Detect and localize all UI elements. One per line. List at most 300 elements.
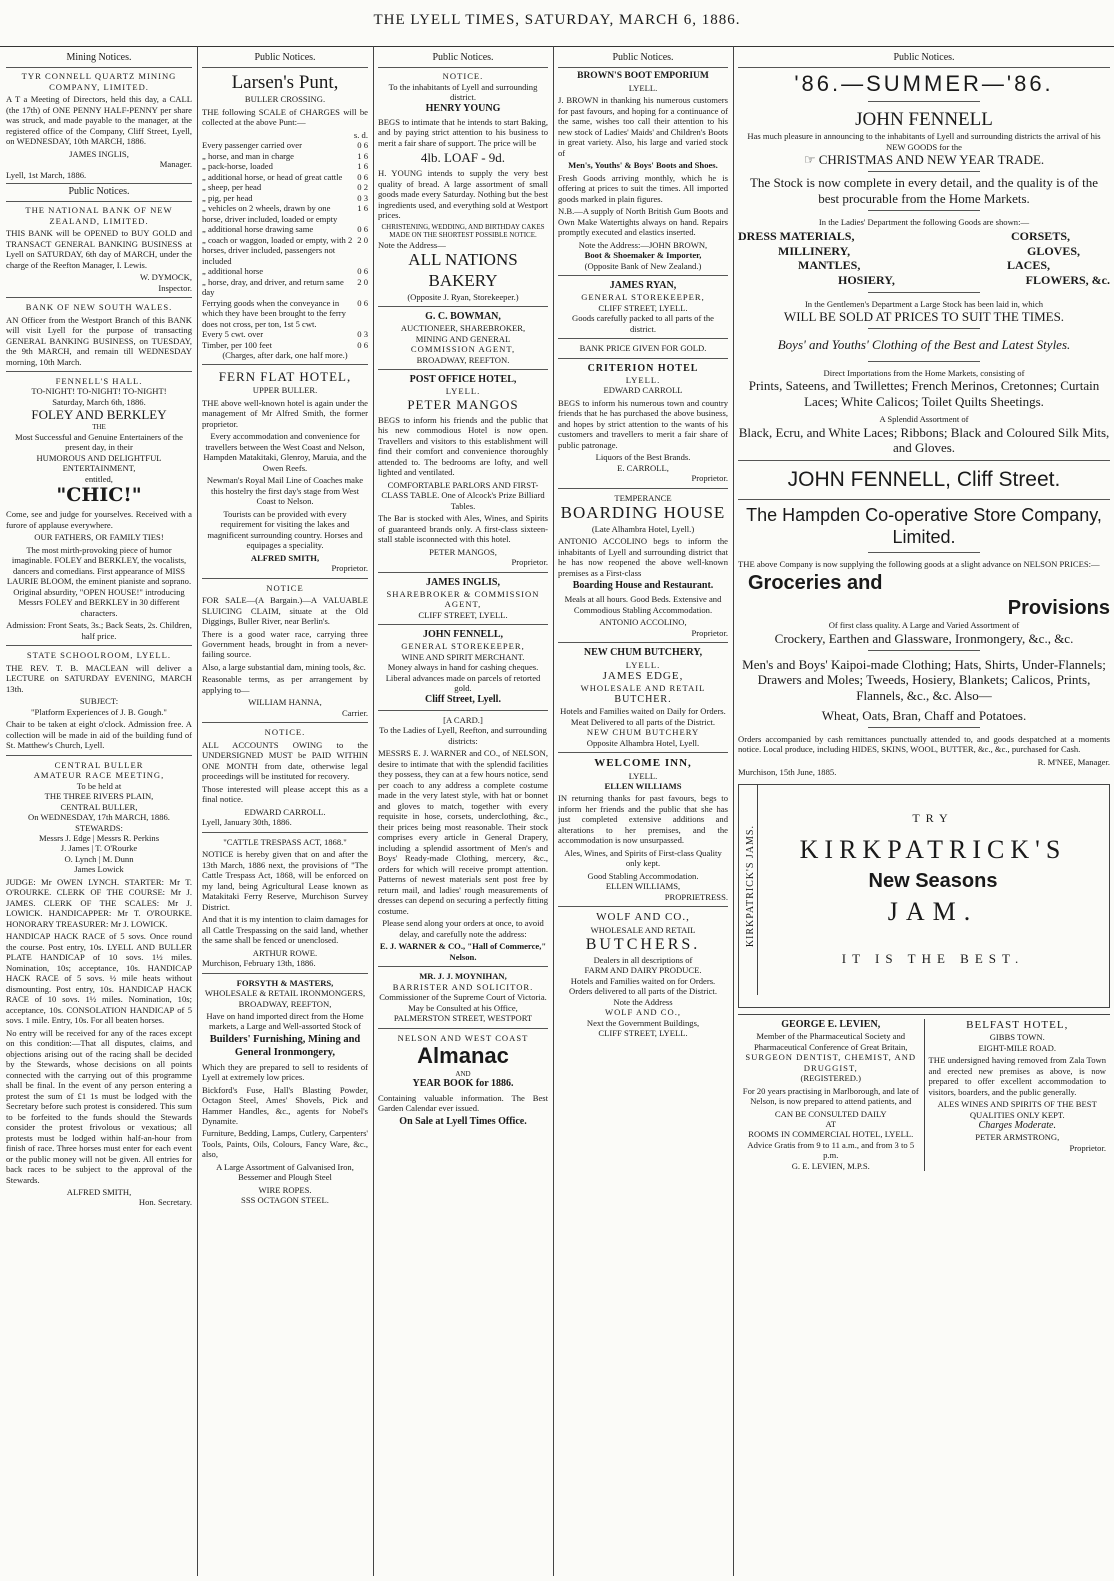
ad-body: Those interested will please accept this as a final notice.: [202, 783, 368, 805]
ad-heading: ALL NATIONS BAKERY: [408, 250, 518, 290]
ad-heading: Provisions: [1007, 596, 1110, 619]
ad-body: The most mirth-provoking piece of humor imaginable. FOLEY and BERKLEY, the vocalists, dancers and comedians. First appearance of MISS LAURIE BLOOM, the eminent pianiste and soprano. Original absurdity, "OPEN HOUSE!" introducing Messrs FOLEY and BERKLEY in 30 different characters.: [6, 544, 192, 618]
ad-line: LYELL.: [625, 374, 661, 385]
ad-body: Ales, Wines, and Spirits of First-class Quality only kept.: [564, 847, 722, 869]
ad-line: TO-NIGHT! TO-NIGHT! TO-NIGHT!: [31, 386, 167, 397]
ad-signature: PETER ARMSTRONG,: [975, 1132, 1060, 1143]
ad-signature: EDWARD CARROLL.: [244, 806, 326, 817]
ad-line: GIBBS TOWN.: [989, 1032, 1045, 1043]
ad-line: SHAREBROKER & COMMISSION AGENT,: [386, 588, 540, 610]
ad-heading: WELCOME INN,: [594, 757, 692, 770]
ad-line: Note the Address: [613, 996, 673, 1007]
ad-heading: KIRKPATRICK'S: [799, 834, 1067, 864]
ad-heading: Black, Ecru, and White Laces; Ribbons; Black and Coloured Silk Mits, and Gloves.: [738, 424, 1110, 456]
ad-line: AT: [825, 1118, 836, 1129]
divider: [558, 275, 728, 276]
ad-heading: FERN FLAT HOTEL,: [218, 369, 352, 385]
ad-heading: Boot & Shoemaker & Importer,: [584, 250, 702, 261]
column-divider: [553, 46, 554, 1576]
divider: [868, 361, 980, 362]
ad-line: BROADWAY, REEFTON.: [416, 354, 510, 365]
ad-title: "CATTLE TRESPASS ACT, 1868.": [223, 836, 347, 847]
ad-line: Advice Gratis from 9 to 11 a.m., and from 3 to 5 p.m.: [747, 1139, 915, 1161]
ad-body: ANTONIO ACCOLINO begs to inform the inhabitants of Lyell and surrounding district that he has now reopened the above well-known premises as a First-class: [558, 536, 728, 578]
ad-body: And that it is my intention to claim damages for all Cattle Trespassing on the said land, whether the same shall be fenced or unenclosed.: [202, 914, 368, 946]
price-row: [202, 193, 368, 203]
ad-line: CLIFF STREET, LYELL.: [418, 609, 508, 620]
column-4: [558, 50, 728, 1576]
price-value: 2 0: [357, 234, 368, 245]
price-unit: s. d.: [353, 129, 368, 140]
ad-heading: JAM.: [887, 896, 979, 926]
ad-line: EIGHT-MILE ROAD.: [978, 1042, 1056, 1053]
divider: [6, 297, 192, 298]
ad-heading: POST OFFICE HOTEL,: [409, 374, 517, 386]
ad-body: For 20 years practising in Marlborough, and late of Nelson, is now prepared to attend patients, and: [742, 1085, 919, 1107]
ad-line: entitled,: [85, 473, 113, 484]
ad-line: Commissioner of the Supreme Court of Victoria.: [379, 992, 547, 1003]
ad-heading: NEW CHUM BUTCHERY,: [583, 647, 703, 659]
divider: [378, 1028, 548, 1029]
ad-body: THE above Company is now supplying the following goods at a slight advance on NELSON PRICES:—: [738, 558, 1100, 569]
ad-line: [A CARD.]: [443, 714, 483, 725]
column-1: [6, 50, 192, 1576]
ad-heading: Cliff Street, Lyell.: [425, 693, 501, 705]
ad-date: Lyell, 1st March, 1886.: [6, 169, 87, 180]
price-row: [202, 298, 368, 329]
divider: [558, 338, 728, 339]
column-divider: [197, 46, 198, 1576]
ad-line: Dealers in all descriptions of: [593, 954, 693, 965]
price-value: 0 6: [357, 339, 368, 350]
ad-line: FARM AND DAIRY PRODUCE.: [584, 965, 702, 976]
ad-line: Of first class quality. A Large and Varied Assortment of: [828, 620, 1020, 631]
ad-line: AMATEUR RACE MEETING,: [33, 770, 165, 781]
ad-line: GENERAL STOREKEEPER,: [581, 292, 705, 303]
ad-line: Member of the Pharmaceutical Society and Pharmaceutical Conference of Great Britain,: [754, 1031, 908, 1052]
ad-heading: G. C. BOWMAN,: [425, 311, 501, 323]
ad-line: MINING AND GENERAL: [415, 333, 511, 344]
ad-body: Meals at all hours. Good Beds. Extensive and Commodious Stabling Accommodation.: [564, 594, 722, 615]
divider: [868, 171, 980, 172]
goods-item: MANTLES,: [798, 258, 861, 273]
ad-heading: BROWN'S BOOT EMPORIUM: [577, 71, 709, 82]
goods-item: MILLINERY,: [778, 243, 851, 258]
column-2: [202, 50, 368, 1576]
ad-heading: Men's, Youths' & Boys' Boots and Shoes.: [568, 160, 718, 171]
section-header: Public Notices.: [378, 50, 548, 68]
ad-body: J. BROWN in thanking his numerous customers for past favours, and hoping for a continuance of the same, wishes too call their attention to his new stock of Ladies' Maids' and Children's Boots in great variety. Also, his large and varied stock of: [558, 95, 728, 158]
goods-item: GLOVES,: [1026, 243, 1080, 258]
price-item: „ vehicles on 2 wheels, drawn by one horse, driver included, loaded or empty: [202, 203, 338, 224]
divider: [558, 358, 728, 359]
price-row: [202, 329, 368, 339]
divider: [6, 755, 192, 756]
ad-heading: JOHN FENNELL: [855, 109, 993, 131]
goods-item: HOSIERY,: [838, 273, 895, 288]
ad-line: To the inhabitants of Lyell and surrounding district.: [388, 81, 538, 103]
ad-body: A T a Meeting of Directors, held this day, a CALL (the 17th) of ONE PENNY HALF-PENNY per share was struck, and made payable to the manager, at the registered office of the Company, Cliff Street, Lyell, on WEDNESDAY, 10th MARCH, 1886.: [6, 94, 192, 147]
ad-body: Also, a large substantial dam, mining tools, &c.: [202, 661, 366, 672]
ad-role: Inspector.: [158, 282, 192, 293]
ad-heading: JOHN FENNELL,: [422, 629, 503, 641]
ad-heading: ☞ CHRISTMAS AND NEW YEAR TRADE.: [803, 152, 1045, 168]
ad-title: FENNELL'S HALL.: [55, 376, 143, 386]
ad-line: Direct Importations from the Home Markets, consisting of: [823, 367, 1025, 378]
ad-heading: Builders' Furnishing, Mining and General Ironmongery,: [209, 1033, 361, 1058]
ad-line: (Late Alhambra Hotel, Lyell.): [591, 523, 695, 534]
price-item: „ horse, dray, and driver, and return same day: [202, 276, 344, 298]
ad-line: In the Ladies' Department the following Goods are shown:—: [818, 216, 1030, 227]
ad-body: Admission: Front Seats, 3s.; Back Seats, 2s. Children, half price.: [6, 620, 192, 641]
ad-line: NELSON AND WEST COAST: [397, 1032, 529, 1043]
ad-line: LYELL.: [628, 770, 658, 781]
price-row: [202, 203, 368, 224]
ad-heading: FOLEY AND BERKLEY: [31, 407, 167, 423]
ad-heading: New Seasons: [868, 870, 998, 893]
side-label: KIRKPATRICK'S JAMS.: [744, 824, 756, 948]
ad-body: H. YOUNG intends to supply the very best quality of bread. A large assortment of small goods made every Saturday. Nothing but the best ingredients used, and everything sold at Westport prices.: [378, 168, 548, 221]
divider: [558, 642, 728, 643]
ad-date: Lyell, January 30th, 1886.: [202, 817, 292, 828]
ad-signature: ELLEN WILLIAMS,: [605, 881, 681, 892]
price-row: [202, 266, 368, 276]
ad-body: Chair to be taken at eight o'clock. Admission free. A collection will be made in aid of the building fund of St. Matthew's Church, Lyell.: [6, 719, 192, 751]
ad-line: STEWARDS:: [75, 822, 123, 833]
ad-body: No entry will be received for any of the races except on this condition:—That all disputes, claims, and objections arising out of the racing shall be decided by the Stewards, whose decisions on all points connected with the carrying out of this programme shall be final. In the event of any person entering a protest the sum of £1 1s must be lodged with the Secretary before such protest is considered. This sum to be forfeited to the funds should the Stewards consider the protest frivolous or vexatious; all protests must be lodged within half-an-hour from finish of race. Three horses must enter for each event or the public money will not be given. All entries for back races to be subject to the approval of the Stewards.: [6, 1027, 192, 1185]
ad-line: Liberal advances made on parcels of retorted gold.: [385, 672, 541, 694]
ad-line: AUCTIONEER, SHAREBROKER,: [400, 323, 526, 334]
ad-heading: JAMES INGLIS,: [426, 576, 500, 588]
ad-line: Hotels and Families waited on Daily for Orders.: [560, 706, 726, 717]
ad-line: GENERAL STOREKEEPER,: [401, 641, 525, 652]
ad-line: J. James | T. O'Rourke: [60, 843, 138, 854]
ad-body: THE following SCALE of CHARGES will be collected at the above Punt:—: [202, 106, 368, 128]
ad-line: CENTRAL BULLER,: [60, 801, 138, 812]
ad-heading: 4lb. LOAF - 9d.: [420, 150, 506, 166]
ad-line: NEW CHUM BUTCHERY: [586, 727, 700, 738]
ad-heading: Groceries and: [748, 572, 883, 595]
price-value: 0 6: [357, 224, 368, 235]
divider: [202, 722, 368, 723]
ad-role: Hon. Secretary.: [138, 1197, 192, 1208]
ad-body: Please send along your orders at once, to avoid delay, and carefully note the address:: [382, 918, 544, 939]
price-row: [202, 277, 368, 298]
column-3: [378, 50, 548, 1576]
ad-body: Fresh Goods arriving monthly, which he is offering at prices to suit the times. All imported goods marked in plain figures.: [558, 172, 728, 204]
section-header: Mining Notices.: [6, 50, 192, 68]
ad-signature: ANTONIO ACCOLINO,: [599, 617, 687, 628]
ad-line: In the Gentlemen's Department a Large Stock has been laid in, which: [804, 298, 1044, 309]
ad-body: Have on hand imported direct from the Home markets, a Large and Well-assorted Stock of: [206, 1011, 364, 1032]
ad-date: Murchison, February 13th, 1886.: [202, 958, 316, 969]
ad-title: NOTICE: [266, 582, 304, 593]
ad-body: COMFORTABLE PARLORS AND FIRST-CLASS TABLE. One of Alcock's Prize Billiard Tables.: [381, 479, 545, 511]
price-row: [202, 340, 368, 350]
ad-role: Proprietor.: [691, 627, 728, 638]
ad-line: James Lowick: [74, 864, 124, 875]
ad-role: Manager.: [159, 159, 192, 170]
ad-line: Good Stabling Accommodation.: [587, 870, 699, 881]
ad-line: TEMPERANCE: [614, 492, 672, 503]
ad-body: Every accommodation and convenience for travellers between the West Coast and Nelson, Hampden Matakitaki, Glenroy, Maruia, and the Owen Reefs.: [203, 431, 367, 473]
ad-body: THE REV. T. B. MACLEAN will deliver a LECTURE on SATURDAY EVENING, MARCH 13th.: [6, 662, 192, 694]
ad-body: BEGS to inform his friends and the public that his new commodious Hotel is now open. Travellers and visitors to this establishment will find their comfort and convenience thoroughly attended to. The bedrooms are lofty, and well lighted and ventilated.: [378, 414, 548, 478]
price-item: „ sheep, per head: [202, 182, 262, 193]
masthead: THE LYELL TIMES, SATURDAY, MARCH 6, 1886.: [373, 12, 741, 28]
price-row: [202, 235, 368, 266]
divider: [378, 966, 548, 967]
ad-line: Opposite Alhambra Hotel, Lyell.: [586, 737, 700, 748]
ad-line: OUR FATHERS, OR FAMILY TIES!: [34, 532, 164, 543]
ad-body: The Bar is stocked with Ales, Wines, and Spirits of guaranteed brands only. A first-class sixteen-stall stable isconnected with this hotel.: [378, 513, 548, 545]
price-row: [202, 140, 368, 150]
ad-line: Money always in hand for cashing cheques.: [387, 662, 539, 673]
divider: [378, 624, 548, 625]
ad-body: IN returning thanks for past favours, begs to inform her friends and the public that she has just completed extensive additions and alterations to her premises, and the accommodation is now unsurpassed.: [558, 793, 728, 846]
ad-line: WIRE ROPES.: [258, 1184, 312, 1195]
ad-line: (Opposite Bank of New Zealand.): [584, 260, 702, 271]
ad-line: Orders delivered to all parts of the District.: [569, 986, 717, 997]
ad-body: Reasonable terms, as per arrangement by applying to—: [202, 674, 368, 695]
ad-heading: YEAR BOOK for 1886.: [412, 1078, 514, 1090]
price-item: Timber, per 100 feet: [202, 339, 272, 350]
ad-heading: Wheat, Oats, Bran, Chaff and Potatoes.: [821, 708, 1027, 724]
price-value: 1 6: [357, 203, 368, 214]
ad-heading: Boarding House and Restaurant.: [572, 580, 714, 592]
top-rule: [0, 46, 1114, 47]
ad-line: CHRISTENING, WEDDING, AND BIRTHDAY CAKES MADE ON THE SHORTEST POSSIBLE NOTICE.: [381, 222, 545, 240]
ad-line: O. Lynch | M. Dunn: [64, 853, 134, 864]
divider: [202, 578, 368, 579]
ad-line: To be held at: [76, 780, 122, 791]
divider: [868, 727, 980, 728]
price-item: „ pig, per head: [202, 192, 253, 203]
ad-signature: E. CARROLL,: [617, 462, 669, 473]
price-value: 0 6: [357, 297, 368, 308]
ad-line: A Splendid Assortment of: [879, 414, 969, 425]
goods-item: DRESS MATERIALS,: [738, 229, 855, 244]
ad-heading: The Hampden Co-operative Store Company, Limited.: [746, 504, 1102, 548]
price-item: „ additional horse: [202, 266, 264, 277]
ad-body: HANDICAP HACK RACE of 5 sovs. Once round the course. Post entry, 10s. LYELL AND BULLER PLATE HANDICAP of 10 sovs. 1½ miles. Nomination, 10s; acceptance, 10s. HANDICAP HACK RACE of 5 sovs. ½ mile heats without dismounting. Post entry, 10s. HANDICAP HACK RACE of 10 sovs. 1½ miles. Nomination, 10s; acceptance, 10s. CONSOLATION HANDICAP of 5 sovs. 1 mile. Entry, 10s. For all beaten horses.: [6, 931, 192, 1026]
ad-line: PALMERSTON STREET, WESTPORT: [393, 1013, 533, 1024]
divider: [868, 210, 980, 211]
ad-title: CENTRAL BULLER: [54, 759, 144, 770]
ad-role: Proprietor.: [1069, 1142, 1106, 1153]
ad-line: COMMISSION AGENT,: [410, 344, 516, 355]
ad-line: BARRISTER AND SOLICITOR.: [392, 981, 534, 992]
ad-signature: ALFRED SMITH,: [66, 1186, 132, 1197]
price-item: „ pack-horse, loaded: [202, 161, 273, 172]
divider: [378, 710, 548, 711]
ad-signature: W. DYMOCK,: [140, 272, 192, 283]
ad-line: WINE AND SPIRIT MERCHANT.: [401, 651, 525, 662]
ad-body: Containing valuable information. The Best Garden Calendar ever issued.: [378, 1092, 548, 1114]
ad-role: Proprietor.: [331, 563, 368, 574]
ad-line: IT IS THE BEST.: [841, 951, 1025, 967]
belfast-ad: [925, 1019, 1111, 1171]
divider: [868, 552, 980, 553]
price-item: „ additional horse, or head of great cattle: [202, 171, 343, 182]
ad-role: Proprietor.: [511, 557, 548, 568]
ad-body: ALL ACCOUNTS OWING to the UNDERSIGNED MUST be PAID WITHIN ONE MONTH from date, otherwise legal proceedings will be instituted for recovery.: [202, 739, 368, 782]
ad-body: BEGS to inform his numerous town and country friends that he has purchased the above business, and hopes by strict attention to the wants of his customers and travellers to merit a fair share of public patronage.: [558, 397, 728, 450]
price-value: 0 3: [357, 192, 368, 203]
goods-item: LACES,: [1006, 258, 1050, 273]
ad-signature: R. M'NEE, Manager.: [1037, 756, 1110, 767]
ad-heading: HENRY YOUNG: [425, 102, 501, 114]
price-value: 1 6: [357, 150, 368, 161]
price-value: 0 2: [357, 182, 368, 193]
price-row: [202, 151, 368, 161]
price-value: 0 6: [357, 266, 368, 277]
ad-line: LYELL.: [625, 659, 661, 670]
ad-body: THE undersigned having removed from Zala Town and erected new premises as above, is now prepared to offer excellent accommodation to visitors, boarders, and the public generally.: [928, 1055, 1106, 1097]
price-item: Every passenger carried over: [202, 140, 302, 151]
divider: [6, 371, 192, 372]
ad-heading: MR. J. J. MOYNIHAN,: [419, 971, 507, 982]
section-header: Public Notices.: [202, 50, 368, 68]
ad-body: Bickford's Fuse, Hall's Blasting Powder, Octagon Steel, Ames' Shovels, Pick and Hammer Handles, &c., agents for Nobel's Dynamite.: [202, 1084, 368, 1126]
ad-line: On WEDNESDAY, 17th MARCH, 1886.: [28, 812, 170, 823]
ad-heading: Men's and Boys' Kaipoi-made Clothing; Hats, Shirts, Under-Flannels; Drawers and Moles; Tweeds, Hosiery, Blankets; Calicos, Prints, Flannels, &c., &c. Also—: [742, 656, 1106, 704]
ad-signature: ARTHUR ROWE.: [252, 947, 318, 958]
ad-title: NOTICE.: [442, 71, 484, 82]
price-row: [202, 161, 368, 171]
ad-line: Note the Address—: [378, 239, 446, 250]
price-item: Ferrying goods when the conveyance in which they have been brought to the ferry does not cross, per ton, 1st 5 cwt.: [202, 297, 346, 329]
ad-line: Note the Address:—JOHN BROWN,: [578, 239, 708, 250]
ad-line: BANK PRICE GIVEN FOR GOLD.: [579, 343, 707, 354]
ad-body: Tourists can be provided with every requirement for visiting the lakes and magnificent surrounding country. Horses and equipages a speciality.: [207, 508, 363, 551]
goods-list: [738, 229, 1110, 288]
ad-role: Carrier.: [341, 707, 368, 718]
ad-line: WHOLESALE & RETAIL IRONMONGERS,: [204, 988, 366, 999]
ad-line: Most Successful and Genuine Entertainers of the present day, in their: [14, 431, 183, 453]
ad-heading: ELLEN WILLIAMS: [604, 780, 682, 791]
ad-line: THE: [92, 423, 106, 432]
ad-line: Messrs J. Edge | Messrs R. Perkins: [38, 833, 160, 843]
ad-line: THE THREE RIVERS PLAIN,: [44, 791, 154, 802]
ad-heading: "CHIC!": [56, 484, 142, 507]
ad-line: (REGISTERED.): [800, 1073, 861, 1084]
ad-heading: E. J. WARNER & CO., "Hall of Commerce," Nelson.: [379, 941, 547, 962]
price-value: 0 3: [357, 329, 368, 340]
ad-role: Proprietor.: [691, 473, 728, 484]
ad-body: JUDGE: Mr OWEN LYNCH. STARTER: Mr T. O'ROURKE. CLERK OF THE COURSE: Mr J. JAMES. CLERK OF THE SCALES: Mr J. LOWICK. HANDICAPPER: Mr T. O'ROURKE. HONORARY TREASURER: Mr J. LOWICK.: [6, 876, 192, 929]
ad-line: BULLER CROSSING.: [244, 94, 326, 105]
ad-line: BUTCHER.: [614, 693, 672, 705]
ad-line: Saturday, March 6th, 1886.: [52, 396, 146, 407]
ad-title: NOTICE.: [264, 727, 306, 738]
ad-body: THIS BANK will be OPENED to BUY GOLD and TRANSACT GENERAL BANKING BUSINESS at Lyell on SATURDAY, 6th day of MARCH, under the charge of the Reefton Manager, I. Lewis.: [6, 228, 192, 270]
ad-line: Charges Moderate.: [978, 1120, 1056, 1132]
ad-line: BROADWAY, REEFTON,: [238, 998, 332, 1009]
ad-line: WOLF AND CO.,: [604, 1007, 682, 1018]
price-row: [202, 172, 368, 182]
ad-heading: Crockery, Earthen and Glassware, Ironmongery, &c., &c.: [774, 630, 1074, 646]
ad-line: LYELL.: [628, 82, 658, 93]
ad-role: PROPRIETRESS.: [664, 891, 728, 902]
column-5: [738, 50, 1110, 1576]
ad-body: AN Officer from the Westport Branch of this BANK will visit Lyell for the purpose of transacting GENERAL BANKING BUSINESS, on TUESDAY, the 9th MARCH, and remain till WEDNESDAY morning, 10th March.: [6, 314, 192, 367]
divider: [202, 973, 368, 974]
column-divider: [733, 46, 734, 1576]
ad-line: CLIFF STREET, LYELL.: [598, 1028, 688, 1039]
section-header: Public Notices.: [6, 183, 192, 202]
ad-line: (Charges, after dark, one half more.): [222, 349, 348, 360]
ad-line: TRY: [912, 810, 954, 825]
ad-line: Has much pleasure in announcing to the inhabitants of Lyell and surrounding districts the arrival of his NEW GOODS for the: [747, 131, 1101, 152]
ad-heading: BUTCHERS.: [585, 936, 701, 954]
ad-heading: Prints, Sateens, and Twillettes; French Merinos, Cretonnes; Curtain Laces; White Calicos; Toilet Quilts Sheetings.: [748, 378, 1100, 410]
divider: [738, 460, 1110, 461]
divider: [868, 292, 980, 293]
ad-body: BEGS to intimate that he intends to start Baking, and by paying strict attention to his business to merit a fair share of support. The price will be: [378, 116, 548, 148]
ad-line: SUBJECT:: [79, 696, 119, 707]
divider: [558, 488, 728, 489]
ad-line: "Platform Experiences of J. B. Gough.": [31, 706, 167, 717]
ad-heading: JAMES RYAN,: [609, 280, 677, 291]
ad-line: LYELL.: [445, 386, 481, 397]
ad-heading: '86.—SUMMER—'86.: [794, 71, 1054, 97]
price-item: „ coach or waggon, loaded or empty, with 2 horses, driver included, passengers not included: [202, 234, 353, 266]
ad-body: There is a good water race, carrying three Government heads, brought in from a never-failing source.: [202, 628, 368, 660]
price-value: 0 6: [357, 171, 368, 182]
price-item: „ horse, and man in charge: [202, 150, 294, 161]
ad-body: FOR SALE—(A Bargain.)—A VALUABLE SLUICING CLAIM, situate at the Old Diggings, Buller River, near Berlin's.: [202, 595, 368, 627]
divider: [868, 328, 980, 329]
ad-heading: Boys' and Youths' Clothing of the Best and Latest Styles.: [777, 337, 1071, 353]
divider: [558, 906, 728, 907]
ad-body: NOTICE is hereby given that on and after the 13th March, 1886 next, the provisions of "The Cattle Trespass Act, 1868, will be enforced on my land, being Agricultural Lease known as Matakitaki Ferry Reserve, Murchison Survey District.: [202, 849, 368, 912]
ad-heading: PETER MANGOS: [407, 396, 519, 412]
divider: [378, 572, 548, 573]
ad-title: BANK OF NEW SOUTH WALES.: [25, 302, 173, 313]
ad-body: Come, see and judge for yourselves. Received with a furore of applause everywhere.: [6, 509, 192, 530]
ad-title: STATE SCHOOLROOM, LYELL.: [26, 650, 172, 661]
price-row: [202, 224, 368, 234]
price-value: 0 6: [357, 140, 368, 151]
ad-body: THE above well-known hotel is again under the management of Mr Alfred Smith, the former proprietor.: [202, 397, 368, 429]
divider: [868, 650, 980, 651]
price-item: „ additional horse drawing same: [202, 224, 314, 235]
ad-title: TYR CONNELL QUARTZ MINING COMPANY, LIMITED.: [21, 71, 177, 92]
ad-line: Liquors of the Best Brands.: [595, 452, 691, 463]
ad-body: MESSRS E. J. WARNER and CO., of NELSON, desire to intimate that with the splendid facilities they possess, they can at a few hours notice, send per coach to any address a complete costume made in the very latest style, with hat or bonnet and gloves to match, together with every requisite in hose, corsets, underclothing, &c., their prices being most reasonable. Their stock comprises every article in General Drapery, including a splendid assortment of Men's and Boys' Ready-made Clothing, mercery, &c., orders for which will receive prompt attention. Patterns of newest materials sent post free by return mail, and ladies' rough measurements of dresses can depend on securing a perfectly fitting costume.: [378, 748, 548, 916]
divider: [202, 832, 368, 833]
ad-signature: JAMES INGLIS,: [69, 148, 129, 159]
side-strip: [739, 785, 758, 995]
bottom-ads: [738, 1014, 1110, 1171]
ad-body: N.B.—A supply of North British Gum Boots and Own Make Watertights always on hand. Repairs promptly executed and elastics inserted.: [558, 206, 728, 238]
price-list: [202, 140, 368, 350]
ad-heading: On Sale at Lyell Times Office.: [399, 1115, 527, 1127]
price-value: 2 0: [357, 276, 368, 287]
ad-line: To the Ladies of Lyell, Reefton, and surrounding districts:: [379, 725, 547, 746]
ad-heading: CRITERION HOTEL: [587, 362, 699, 374]
kirkpatrick-ad: [738, 784, 1110, 1008]
ad-title: THE NATIONAL BANK OF NEW ZEALAND, LIMITED.: [25, 205, 173, 226]
divider: [378, 369, 548, 370]
ad-signature: ALFRED SMITH,: [250, 552, 320, 563]
ad-heading: Almanac: [417, 1042, 509, 1068]
ad-signature: WILLIAM HANNA,: [248, 697, 322, 708]
levien-ad: [738, 1019, 925, 1171]
price-value: 1 6: [357, 161, 368, 172]
ad-heading: WOLF AND CO.,: [596, 911, 690, 924]
